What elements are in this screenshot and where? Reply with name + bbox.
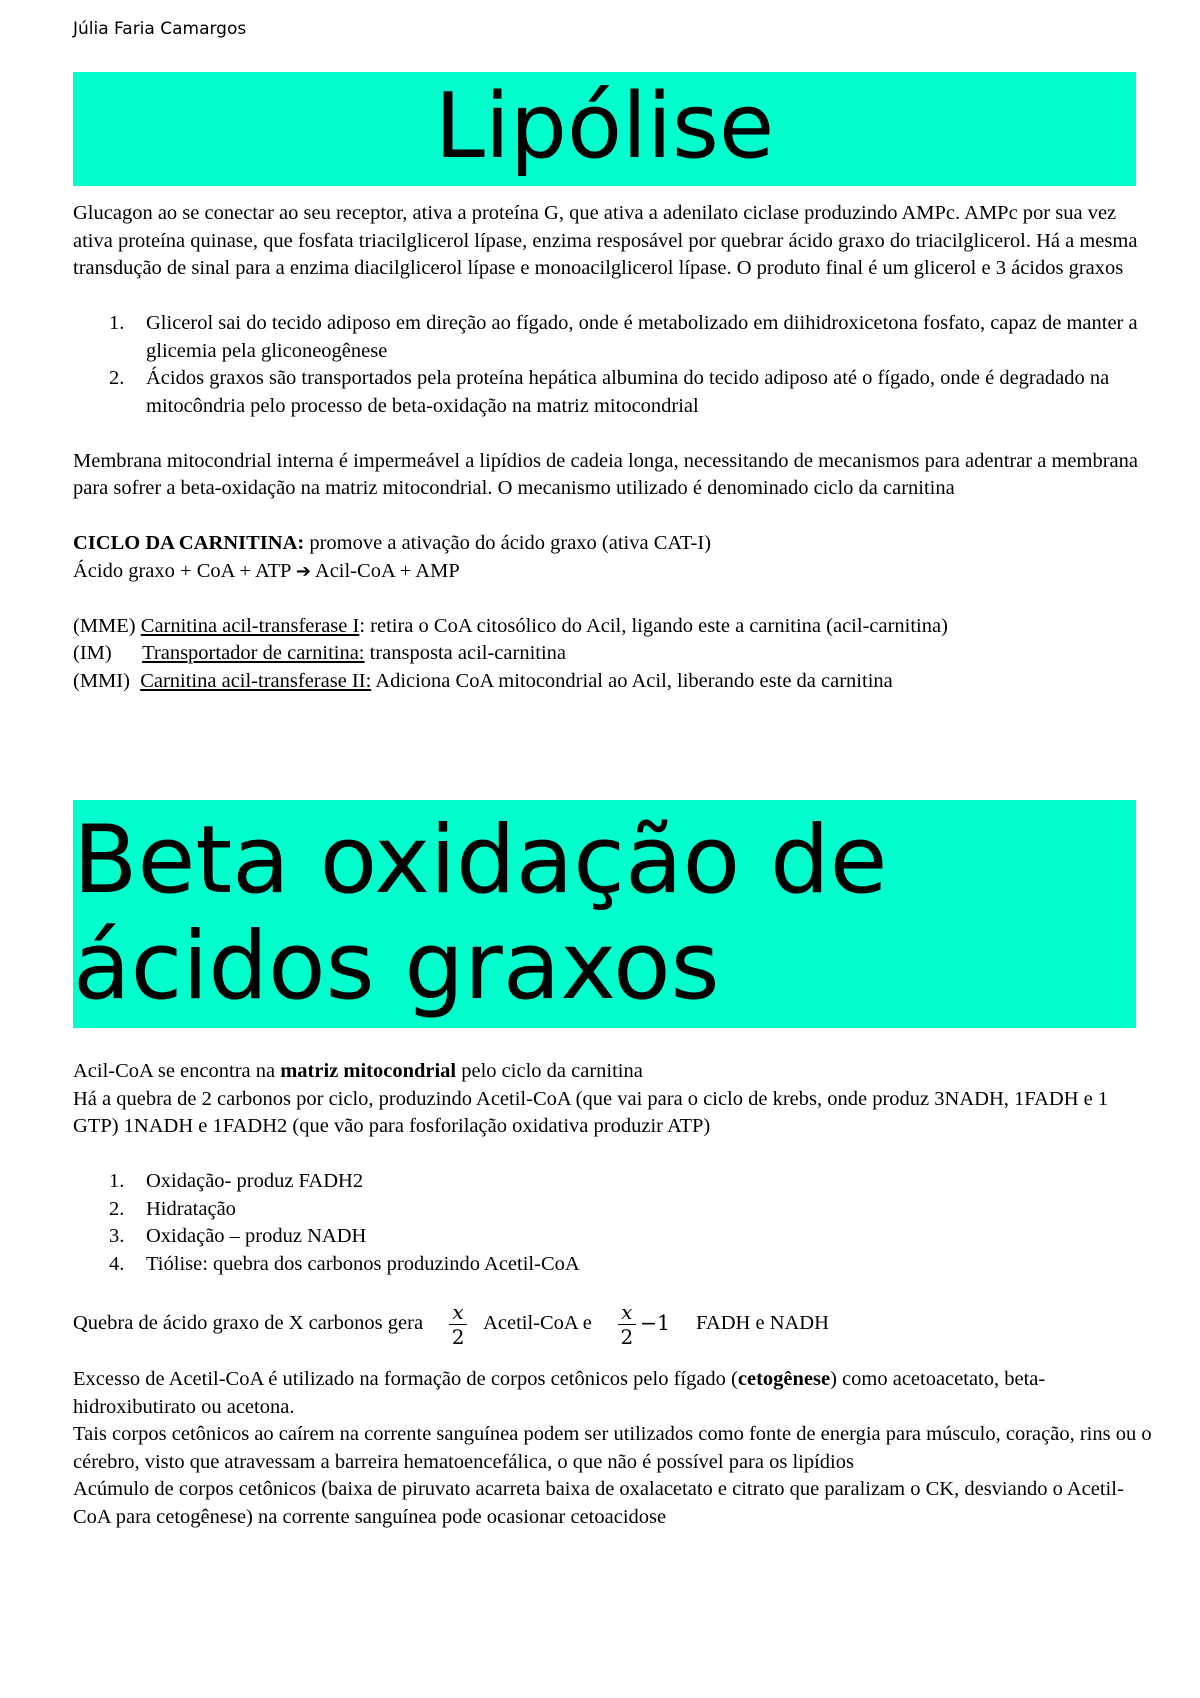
carnitine-cycle-label: CICLO DA CARNITINA: [73,532,305,554]
step-mmi: (MMI) Carnitina acil-transferase II: Adiciona CoA mitocondrial ao Acil, liberando este da carnitina [73,669,893,692]
list-item: 1. Glicerol sai do tecido adiposo em direção ao fígado, onde é metabolizado em diihidroxicetona fosfato, capaz de manter a glicemia pela gliconeogênese [109,312,1138,362]
carnitine-cycle-paragraph: CICLO DA CARNITINA: promove a ativação do ácido graxo (ativa CAT-I) [73,532,712,554]
list-item: 3. Oxidação – produz NADH [109,1225,367,1247]
membrane-paragraph: Membrana mitocondrial interna é impermeável a lipídios de cadeia longa, necessitando de mecanismos para adentrar a membrana para sofrer a beta-oxidação na matriz mitocondrial. O mecanismo utilizado é denominado ciclo da carnitina [73,449,1138,499]
fraction-x-over-2-second: $\frac{x}{2}$ [618,1300,636,1349]
carbon-break-paragraph: Há a quebra de 2 carbonos por ciclo, produzindo Acetil-CoA (que vai para o ciclo de krebs, onde produz 3NADH, 1FADH e 1 GTP) 1NADH e 1FADH2 (que vão para fosforilação oxidativa produzir ATP) [73,1087,1109,1137]
lipolise-body [73,200,1153,695]
fraction-x-over-2: $\frac{x}{2}$ [449,1300,467,1349]
list-item: 2. Ácidos graxos são transportados pela proteína hepática albumina do tecido adiposo até o fígado, onde é degradado na mitocôndria pelo processo de beta-oxidação na matriz mitocondrial [109,367,1110,417]
lipolise-numbered-list [73,310,1153,420]
lipolise-title-text: Lipólise [434,74,775,179]
ketone-energy-paragraph: Tais corpos cetônicos ao caírem na corrente sanguínea podem ser utilizados como fonte de energia para músculo, coração, rins ou o cérebro, visto que atravessam a barreira hematoencefálica, o que não é possível para os lipídios [73,1423,1152,1473]
reaction-equation: Ácido graxo + CoA + ATP ➔ Acil-CoA + AMP [73,559,460,582]
right-arrow-icon: ➔ [295,560,311,582]
step-im: (IM) Transportador de carnitina: transposta acil-carnitina [73,642,567,664]
beta-oxidacao-body [73,1058,1153,1531]
ketoacidosis-paragraph: Acúmulo de corpos cetônicos (baixa de piruvato acarreta baixa de oxalacetato e citrato que paralizam o CK, desviando o Acetil-CoA para cetogênese) na corrente sanguínea pode ocasionar cetoacidose [73,1478,1124,1528]
acil-coa-paragraph: Acil-CoA se encontra na matriz mitocondrial pelo ciclo da carnitina [73,1060,643,1082]
ketogenesis-paragraph: Excesso de Acetil-CoA é utilizado na formação de corpos cetônicos pelo fígado (cetogênese) como acetoacetato, beta-hidroxibutirato ou acetona. [73,1368,1046,1418]
beta-oxidation-steps-list [73,1168,1153,1278]
section-title-lipolise [73,72,1136,186]
step-mme: (MME) Carnitina acil-transferase I: retira o CoA citosólico do Acil, ligando este a carnitina (acil-carnitina) [73,614,948,637]
list-item: 1. Oxidação- produz FADH2 [109,1170,364,1192]
formula-row: Quebra de ácido graxo de X carbonos gera $\frac{x}{2}$ Acetil-CoA e $\frac{x}{2}$ −1 FADH e NADH [73,1299,829,1349]
beta-title-line-1: Beta oxidação de [73,806,888,915]
author-name: Júlia Faria Camargos [73,19,247,39]
list-item: 4. Tiólise: quebra dos carbonos produzindo Acetil-CoA [109,1252,580,1275]
beta-title-line-2: ácidos graxos [73,912,720,1021]
section-title-beta-oxidacao [73,800,1136,1028]
lipolise-intro-paragraph: Glucagon ao se conectar ao seu receptor, ativa a proteína G, que ativa a adenilato ciclase produzindo AMPc. AMPc por sua vez ativa proteína quinase, que fosfata triacilglicerol lípase, enzima resposável por quebrar ácido graxo do triacilglicerol. Há a mesma transdução de sinal para a enzima diacilglicerol lípase e monoacilglicerol lípase. O produto final é um glicerol e 3 ácidos graxos [73,202,1138,279]
list-item: 2. Hidratação [109,1197,236,1220]
